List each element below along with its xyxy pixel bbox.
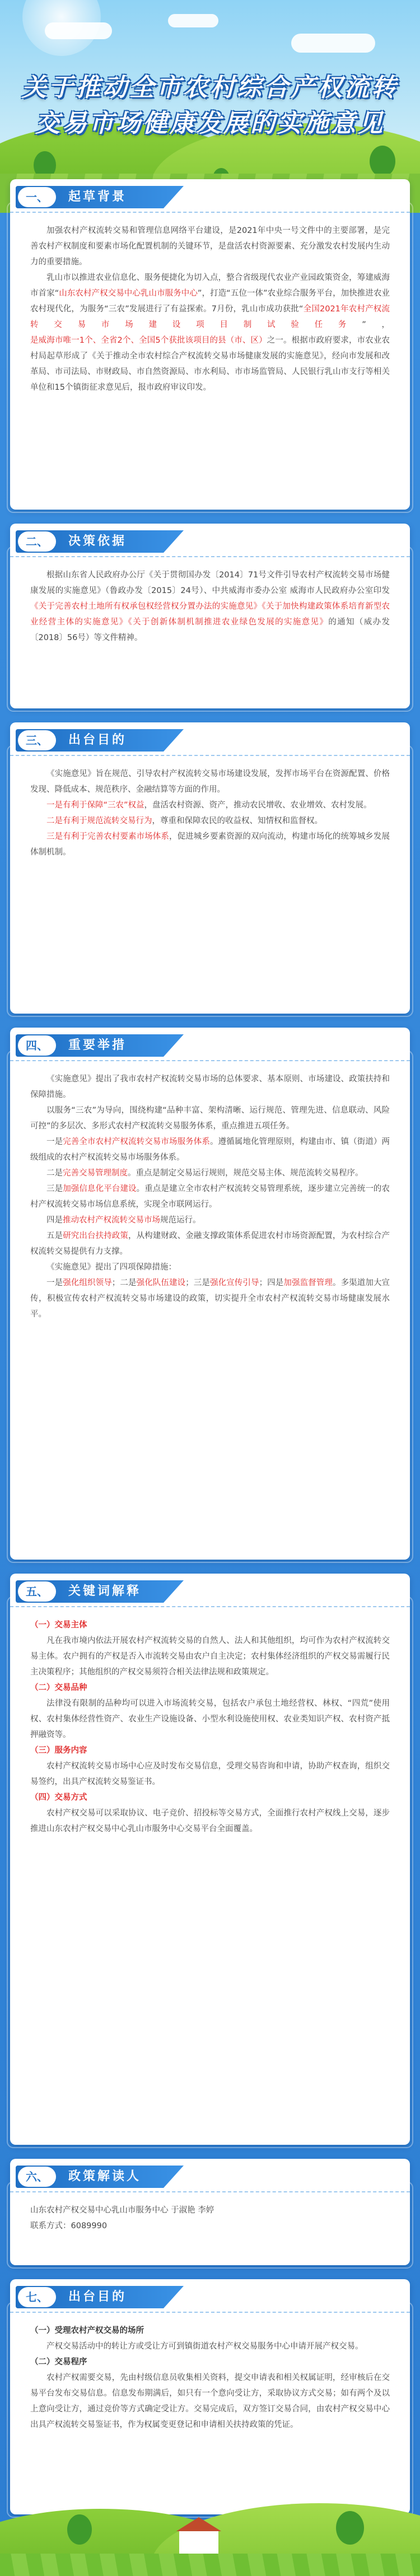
- highlight-text: 推动农村产权流转交易市场: [63, 1216, 160, 1225]
- section-number: 七、: [18, 2287, 56, 2307]
- paragraph: [30, 813, 390, 829]
- subsection-body: 凡在我市境内依法开展农村产权流转交易的自然人、法人和其他组织，均可作为农村产权流转交易主体。农户拥有的产权是否入市流转交易由农户自主决定；农村集体经济组织的产权交易需履行民主决策程序；其他组织的产权交易须符合相关法律法规和政策规定。: [30, 1636, 390, 1677]
- paragraph: [30, 1259, 390, 1275]
- paragraph: [30, 797, 390, 813]
- section-header: [10, 2159, 410, 2192]
- body-text: 加强农村产权流转交易和管理信息网络平台建设，是2021年中央一号文件中的主要部署，是完善农村产权制度和要素市场化配置机制的关键环节，是盘活农村资源要素、充分激发农村发展内生动力的重要措施。: [30, 226, 390, 267]
- body-text: ，从构建财政、金融支撑政策体系促进农村市场资源配置，为农村综合产权流转交易提供有力支撑。: [30, 1231, 390, 1256]
- tree-icon: [370, 146, 395, 177]
- section-card: [10, 2159, 410, 2265]
- highlight-text: 完善交易管理制度: [63, 1169, 128, 1178]
- body-text: 二是: [120, 1278, 137, 1287]
- highlight-text: 一是有利于保障“三农”权益: [46, 801, 144, 810]
- tree-icon: [336, 2511, 364, 2545]
- section-card: [10, 2279, 410, 2514]
- subsection-heading: （一）受理农村产权交易的场所: [30, 2326, 144, 2335]
- body-text: 。遵循属地化管理原则，构建由市、镇（街道）两级组成的农村产权流转交易市场服务体系。: [30, 1137, 390, 1162]
- body-text: 四是: [267, 1278, 284, 1287]
- subsection-heading: （四）交易方式: [30, 1793, 87, 1802]
- section-body: [30, 1071, 390, 1322]
- highlight-text: 全国2021年农村产权流转交易市场建设项目制试验任务: [30, 305, 390, 329]
- body-text: 的通知（威办发〔2018〕56号）等文件精神。: [30, 618, 390, 642]
- paragraph: [30, 1103, 390, 1134]
- section-card: [10, 1028, 410, 1560]
- title-line-1: 关于推动全市农村综合产权流转: [22, 73, 398, 102]
- footer-landscape: [0, 2498, 420, 2576]
- body-text: ，促进城乡要素资源的双向流动，构建市场化的统筹城乡发展体制机制。: [30, 832, 390, 857]
- paragraph: [30, 829, 390, 860]
- section-body: [30, 223, 390, 395]
- highlight-text: 山东农村产权交易中心乳山市服务中心: [59, 289, 198, 298]
- subsection-heading: （三）服务内容: [30, 1746, 87, 1755]
- paragraph: [30, 223, 390, 270]
- subsection-body: 农村产权流转交易市场中心应及时发布交易信息，受理交易咨询和申请，协助产权查询，组织交易签约，出具产权流转交易鉴证书。: [30, 1762, 390, 1786]
- section-card: [10, 524, 410, 708]
- section-title: 决策依据: [68, 534, 127, 548]
- cloud-icon: [45, 22, 112, 39]
- section-body: [30, 567, 390, 646]
- body-text: 。重点是制定交易运行规则，规范交易主体、规范流转交易程序。: [128, 1169, 363, 1178]
- roof-icon: [176, 2517, 221, 2531]
- subsection-body: 农村产权交易可以采取协议、电子竞价、招投标等交易方式，全面推行农村产权线上交易，逐步推进山东农村产权交易中心乳山市服务中心交易平台全面覆盖。: [30, 1809, 390, 1833]
- body-text: 山东农村产权交易中心乳山市服务中心 于淑艳 李婷: [30, 2206, 214, 2215]
- section-header: [10, 1028, 410, 1061]
- highlight-text: 强化组织领导: [63, 1278, 112, 1287]
- section-card: [10, 1574, 410, 2145]
- body-text: ；: [259, 1278, 268, 1287]
- body-text: 一是: [46, 1137, 63, 1146]
- highlight-text: 加强信息化平台建设: [63, 1184, 137, 1193]
- section-title: 起草背景: [68, 190, 127, 204]
- subsection-body: 农村产权需要交易，先由村级信息员收集相关资料，提交申请表和相关权属证明，经审核后在交易平台发布交易信息。信息发布期满后，如只有一个意向受让方，采取协议方式交易；如有两个及以上意向受让方，通过竞价等方式确定受让方。交易完成后，双方签订交易合同，由农村产权交易中心出具产权流转交易鉴证书，作为权属变更登记和申请相关扶持政策的凭证。: [30, 2373, 390, 2429]
- paragraph: [30, 1275, 390, 1322]
- section-header: [10, 722, 410, 756]
- body-text: 。重点是建立全市农村产权流转交易管理系统，逐步建立完善统一的农村产权流转交易市场信息系统，实现全市联网运行。: [30, 1184, 390, 1209]
- paragraph: [30, 2218, 390, 2234]
- body-text: 根据山东省人民政府办公厅《关于贯彻国办发〔2014〕71号文件引导农村产权流转交易市场健康发展的实施意见》（鲁政办发〔2015〕24号）、中共威海市委办公室 威海市人民政府办公室印发: [30, 571, 390, 595]
- paragraph: [30, 1181, 390, 1212]
- body-text: 三是: [46, 1184, 63, 1193]
- body-text: ”，打造“五位一体”农业综合服务平台，加快推进农业农村现代化，为服务“三农”发展进行了有益探索。7月份，乳山市成功获批“: [30, 289, 390, 314]
- section-header: [10, 1574, 410, 1607]
- paragraph: [30, 270, 390, 395]
- body-text: 四是: [46, 1216, 63, 1225]
- body-text: 之一。根据市政府要求，市农业农村局起草形成了《关于推动全市农村综合产权流转交易市场健康发展的实施意见》，经向市发展和改革局、市司法局、市财政局、市自然资源局、市水利局、市市场监管局、人民银行乳山市支行等相关单位和15个镇街征求意见后，报市政府审议印发。: [30, 336, 390, 392]
- body-text: 二是: [46, 1169, 63, 1178]
- section-body: [30, 1617, 390, 1837]
- body-text: ；: [111, 1278, 120, 1287]
- paragraph: [30, 567, 390, 646]
- paragraph: [30, 2202, 390, 2218]
- tree-icon: [67, 2514, 92, 2545]
- body-text: 《实施意见》提出了我市农村产权流转交易市场的总体要求、基本原则、市场建设、政策扶持和保障措施。: [30, 1075, 390, 1099]
- page-title: [0, 70, 420, 142]
- body-text: 五是: [46, 1231, 63, 1240]
- section-title: 出台目的: [68, 733, 127, 747]
- section-title: 政策解读人: [68, 2169, 142, 2183]
- subsection-body: 法律没有限制的品种均可以进入市场流转交易，包括农户承包土地经营权、林权、“四荒”使用权、农村集体经营性资产、农业生产设施设备、小型水利设施使用权、农业类知识产权、农村资产抵押融资等。: [30, 1699, 390, 1739]
- field-stripes: [0, 2554, 420, 2576]
- highlight-text: 完善全市农村产权流转交易市场服务体系: [63, 1137, 210, 1146]
- section-title: 重要举措: [68, 1038, 127, 1052]
- body-text: 以服务“三农”为导向，围绕构建“品种丰富、架构清晰、运行规范、管理先进、信息联动、风险可控”的多层次、多形式农村产权流转交易服务体系，重点推进五项任务。: [30, 1106, 390, 1131]
- paragraph: [30, 766, 390, 797]
- body-text: ，盘活农村资源、资产，推动农民增收、农业增效、农村发展。: [144, 801, 372, 810]
- paragraph: [30, 1134, 390, 1165]
- title-line-2: 交易市场健康发展的实施意见: [35, 109, 385, 138]
- section-number: 四、: [18, 1035, 56, 1056]
- highlight-text: 《关于完善农村土地所有权承包权经营权分置办法的实施意见》《关于加快构建政策体系培育新型农业经营主体的实施意见》《关于创新体制机制推进农业绿色发展的实施意见》: [30, 602, 390, 627]
- body-text: 乳山市以推进农业信息化、服务便捷化为切入点，整合省级现代农业产业园政策资金，筹建威海市首家“: [30, 273, 390, 298]
- subsection-heading: （二）交易品种: [30, 1683, 87, 1692]
- section-card: [10, 722, 410, 1014]
- body-text: 联系方式：6089990: [30, 2222, 108, 2230]
- section-header: [10, 179, 410, 213]
- section-body: [30, 2202, 390, 2234]
- section-number: 三、: [18, 730, 56, 750]
- body-text: 《实施意见》提出了四项保障措施：: [46, 1263, 176, 1272]
- body-text: 。多渠道加大宣传，积极宣传农村产权流转交易市场建设的政策，切实提升全市农村产权流转交易市场健康发展水平。: [30, 1278, 390, 1319]
- section-body: [30, 2323, 390, 2433]
- highlight-text: 加强监督管理: [283, 1278, 333, 1287]
- cloud-icon: [168, 14, 218, 27]
- section-body: [30, 766, 390, 860]
- section-card: [10, 179, 410, 510]
- section-number: 五、: [18, 1581, 56, 1602]
- section-number: 六、: [18, 2167, 56, 2187]
- section-title: 关键词解释: [68, 1584, 142, 1598]
- body-text: ”，: [362, 320, 390, 329]
- highlight-text: 三是有利于完善农村要素市场体系: [46, 832, 169, 841]
- body-text: 《实施意见》旨在规范、引导农村产权流转交易市场建设发展，发挥市场平台在资源配置、价格发现、降低成本、规范秩序、金融结算等方面的作用。: [30, 769, 390, 794]
- section-title: 出台目的: [68, 2290, 127, 2304]
- section-header: [10, 2279, 410, 2313]
- paragraph: [30, 1212, 390, 1228]
- highlight-text: 强化宣传引导: [209, 1278, 259, 1287]
- highlight-text: 研究出台扶持政策: [63, 1231, 128, 1240]
- highlight-text: 强化队伍建设: [136, 1278, 186, 1287]
- body-text: 规范运行。: [160, 1216, 201, 1225]
- paragraph: [30, 1165, 390, 1181]
- body-text: 三是: [193, 1278, 210, 1287]
- cloud-icon: [291, 34, 375, 53]
- subsection-body: 产权交易活动中的转让方或受让方可到镇街道农村产权交易服务中心申请开展产权交易。: [46, 2342, 363, 2351]
- body-text: 一是: [46, 1278, 63, 1287]
- body-text: ，尊重和保障农民的收益权、知情权和监督权。: [152, 816, 323, 825]
- section-number: 二、: [18, 531, 56, 552]
- highlight-text: 二是有利于规范流转交易行为: [46, 816, 152, 825]
- paragraph: [30, 1228, 390, 1259]
- highlight-text: 是威海市唯一1个、全省2个、全国5个获批该项目的县（市、区）: [30, 336, 267, 345]
- section-number: 一、: [18, 187, 56, 207]
- subsection-heading: （一）交易主体: [30, 1621, 87, 1630]
- body-text: ；: [185, 1278, 194, 1287]
- subsection-heading: （二）交易程序: [30, 2358, 87, 2367]
- paragraph: [30, 1071, 390, 1103]
- section-header: [10, 524, 410, 557]
- house-icon: [179, 2531, 218, 2554]
